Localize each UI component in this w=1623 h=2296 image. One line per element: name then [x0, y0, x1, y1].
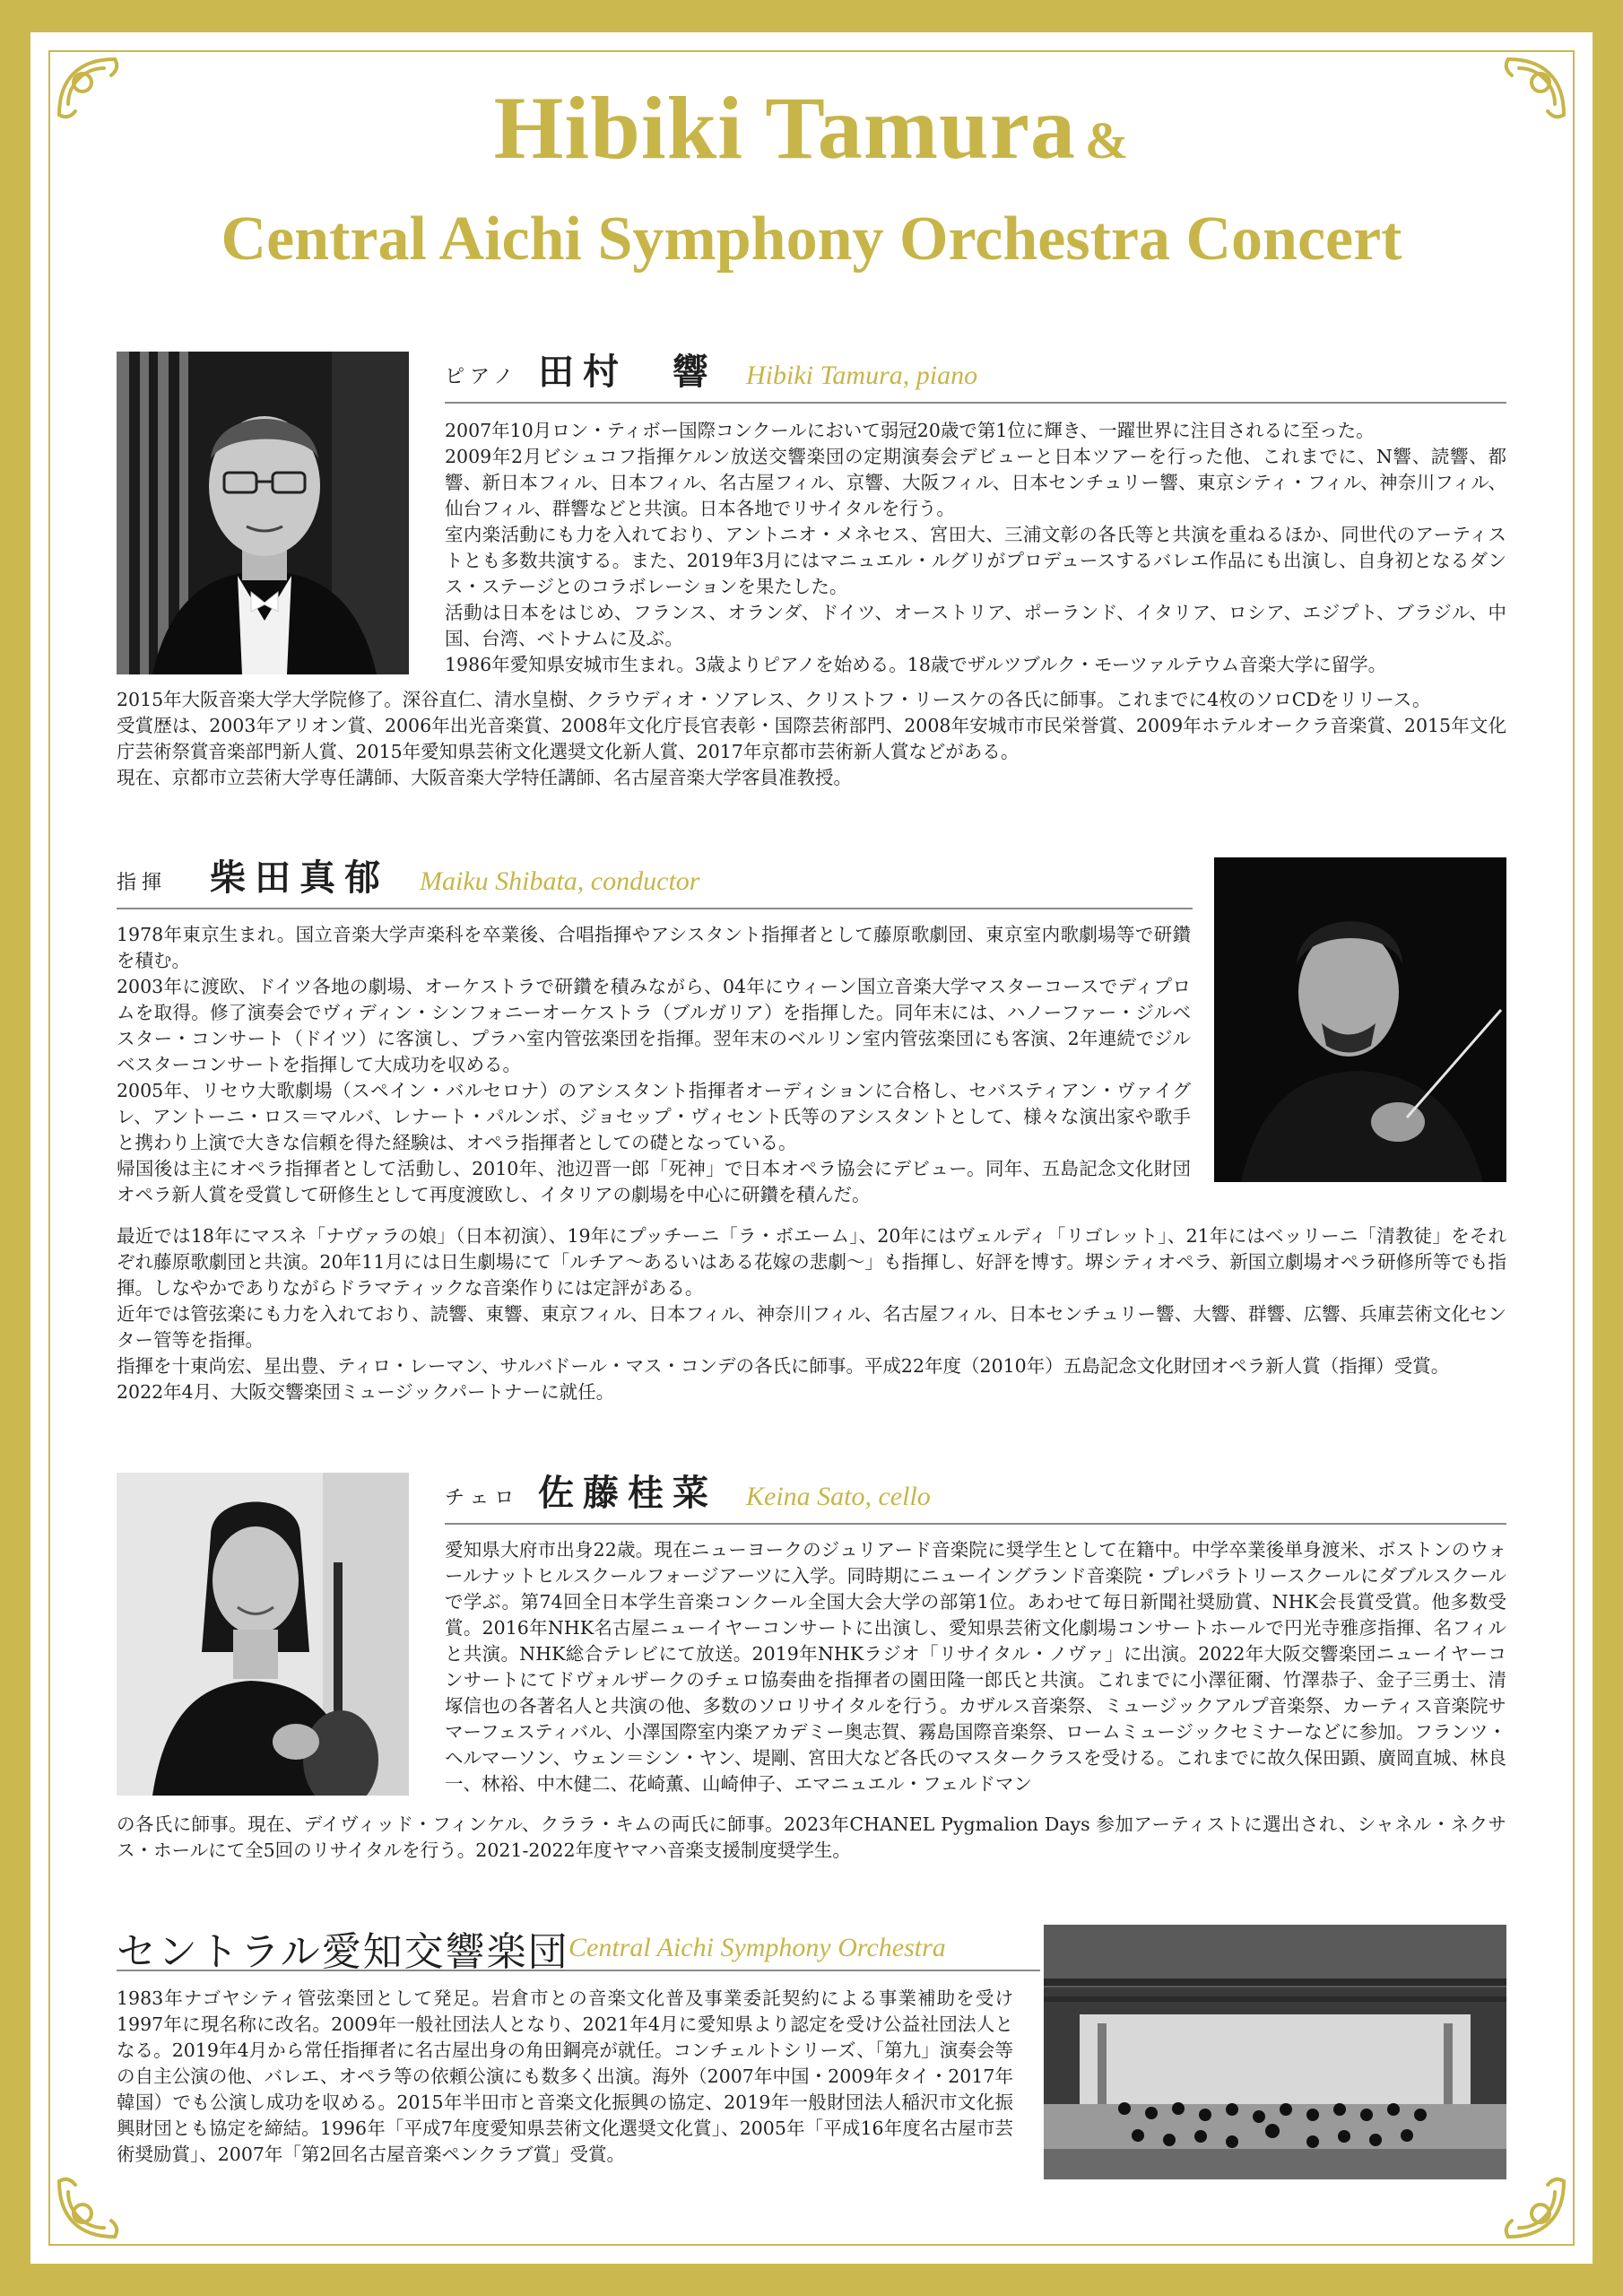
- bio-paragraph: 1978年東京生まれ。国立音楽大学声楽科を卒業後、合唱指揮やアシスタント指揮者として藤原歌劇団、東京室内歌劇場等で研鑽を積む。: [117, 924, 1191, 971]
- pianist-bio-top: [445, 418, 1506, 678]
- pianist-name-en: Hibiki Tamura, piano: [746, 361, 978, 390]
- cellist-bio-bottom: [117, 1812, 1506, 1864]
- bio-paragraph: 2009年2月ビシュコフ指揮ケルン放送交響楽団の定期演奏会デビューと日本ツアーを行った他、これまでに、N響、読響、都響、新日本フィル、日本フィル、名古屋フィル、京響、大阪フィル、日本センチュリー響、東京シティ・フィル、神奈川フィル、仙台フィル、群響などと共演。日本各地でリサイタルを行う。: [445, 446, 1506, 519]
- cellist-bio-top: [445, 1537, 1506, 1797]
- bio-paragraph: 愛知県大府市出身22歳。現在ニューヨークのジュリアード音楽院に奨学生として在籍中。中学卒業後単身渡米、ボストンのウォールナットヒルスクールフォージアーツに入学。同時期にニューイングランド音楽院・プレパラトリースクールにダブルスクールで学ぶ。第74回全日本学生音楽コンクール全国大会大学の部第1位。あわせて毎日新聞社奨励賞、NHK会長賞受賞。他多数受賞。2016年NHK名古屋ニューイヤーコンサートに出演し、愛知県芸術文化劇場コンサートホールで円光寺雅彦指揮、名フィルと共演。NHK総合テレビにて放送。2019年NHKラジオ「リサイタル・ノヴァ」に出演。2022年大阪交響楽団ニューイヤーコンサートにてドヴォルザークのチェロ協奏曲を指揮者の園田隆一郎氏と共演。これまでに小澤征爾、竹澤恭子、金子三勇士、清塚信也の各著名人と共演の他、多数のソロリサイタルを行う。カザルス音楽祭、ミュージックアルプ音楽祭、カーティス音楽院サマーフェスティバル、小澤国際室内楽アカデミー奥志賀、霧島国際音楽祭、ロームミュージックセミナーなどに参加。フランツ・ヘルマーソン、ウェン＝シン・ヤン、堤剛、宮田大など各氏のマスタークラスを受ける。これまでに故久保田顕、廣岡直城、林良一、林裕、中木健二、花崎薫、山崎伸子、エマニュエル・フェルドマン: [445, 1539, 1506, 1795]
- bio-paragraph: 2015年大阪音楽大学大学院修了。深谷直仁、清水皇樹、クラウディオ・ソアレス、クリストフ・リースケの各氏に師事。これまでに4枚のソロCDをリリース。: [117, 689, 1431, 710]
- conductor-role: 指揮: [117, 872, 168, 894]
- title-line1: Hibiki Tamura: [493, 78, 1077, 178]
- pianist-role: ピアノ: [445, 366, 519, 388]
- bio-paragraph: 2022年4月、大阪交響楽団ミュージックパートナーに就任。: [117, 1381, 615, 1403]
- bio-paragraph: 受賞歴は、2003年アリオン賞、2006年出光音楽賞、2008年文化庁長官表彰・国際芸術部門、2008年安城市市民栄誉賞、2009年ホテルオークラ音楽賞、2015年文化庁芸術祭賞音楽部門新人賞、2015年愛知県芸術文化選奨文化新人賞、2017年京都市芸術新人賞などがある。: [117, 715, 1506, 762]
- orchestra-name-en: Central Aichi Symphony Orchestra: [568, 1933, 946, 1962]
- title-amp: &: [1085, 111, 1130, 170]
- cellist-name-en: Keina Sato, cello: [746, 1482, 931, 1511]
- conductor-name-en: Maiku Shibata, conductor: [420, 866, 700, 896]
- bio-paragraph: の各氏に師事。現在、デイヴィッド・フィンケル、クララ・キムの両氏に師事。2023年CHANEL Pygmalion Days 参加アーティストに選出され、シャネル・ネクサス・ホールにて全5回のリサイタルを行う。2021-2022年度ヤマハ音楽支援制度奨学生。: [117, 1813, 1506, 1861]
- bio-paragraph: 近年では管弦楽にも力を入れており、読響、東響、東京フィル、日本フィル、神奈川フィル、名古屋フィル、日本センチュリー響、大響、群響、広響、兵庫芸術文化センター管等を指揮。: [117, 1303, 1506, 1351]
- cellist-header: [445, 1471, 1506, 1525]
- pianist-header: [445, 350, 1506, 404]
- bio-paragraph: 現在、京都市立芸術大学専任講師、大阪音楽大学特任講師、名古屋音楽大学客員准教授。: [117, 767, 852, 788]
- orchestra-photo: [1044, 1925, 1506, 2179]
- concert-subtitle: Central Aichi Symphony Orchestra Concert: [221, 204, 1402, 274]
- cellist-role: チェロ: [445, 1487, 520, 1509]
- conductor-header: [117, 856, 1193, 909]
- corner-ornament-icon: [52, 2163, 133, 2244]
- bio-paragraph: 帰国後は主にオペラ指揮者として活動し、2010年、池辺晋一郎「死神」で日本オペラ協会にデビュー。同年、五島記念文化財団オペラ新人賞を受賞して研修生として再度渡欧し、イタリアの劇場を中心に研鑽を積んだ。: [117, 1158, 1191, 1205]
- bio-paragraph: 2007年10月ロン・ティボー国際コンクールにおいて弱冠20歳で第1位に輝き、一躍世界に注目されるに至った。: [445, 420, 1375, 441]
- pianist-bio-bottom: [117, 687, 1506, 791]
- bio-paragraph: 室内楽活動にも力を入れており、アントニオ・メネセス、宮田大、三浦文彰の各氏等と共演を重ねるほか、同世代のアーティストとも多数共演する。また、2019年3月にはマニュエル・ルグリがプロデュースするバレエ作品にも出演し、自身初となるダンス・ステージとのコラボレーションを果たした。: [445, 524, 1506, 597]
- cellist-photo: [117, 1473, 409, 1796]
- conductor-name-ja: 柴田真郁: [210, 857, 389, 899]
- bio-paragraph: 最近では18年にマスネ「ナヴァラの娘」（日本初演）、19年にプッチーニ「ラ・ボエーム」、20年にはヴェルディ「リゴレット」、21年にはベッリーニ「清教徒」をそれぞれ藤原歌劇団と共演。20年11月には日生劇場にて「ルチア〜あるいはある花嫁の悲劇〜」も指揮し、好評を博す。堺シティオペラ、新国立劇場オペラ研修所等でも指揮。しなやかでありながらドラマティックな音楽作りには定評がある。: [117, 1225, 1506, 1299]
- pianist-photo: [117, 352, 409, 674]
- cellist-name-ja: 佐藤桂菜: [538, 1472, 717, 1514]
- bio-paragraph: 活動は日本をはじめ、フランス、オランダ、ドイツ、オーストリア、ポーランド、イタリア、ロシア、エジプト、ブラジル、中国、台湾、ベトナムに及ぶ。: [445, 602, 1506, 649]
- conductor-bio-bottom: [117, 1223, 1506, 1405]
- bio-paragraph: 指揮を十東尚宏、星出豊、ティロ・レーマン、サルバドール・マス・コンデの各氏に師事。平成22年度（2010年）五島記念文化財団オペラ新人賞（指揮）受賞。: [117, 1355, 1450, 1377]
- conductor-bio-top: [117, 922, 1191, 1208]
- bio-paragraph: 1986年愛知県安城市生まれ。3歳よりピアノを始める。18歳でザルツブルク・モーツァルテウム音楽大学に留学。: [445, 654, 1387, 675]
- orchestra-bio: [117, 1986, 1013, 2168]
- bio-paragraph: 1983年ナゴヤシティ管弦楽団として発足。岩倉市との音楽文化普及事業委託契約による事業補助を受け1997年に現名称に改名。2009年一般社団法人となり、2021年4月に愛知県より認定を受け公益社団法人となる。2019年4月から常任指揮者に名古屋出身の角田鋼亮が就任。コンチェルトシリーズ、「第九」演奏会等の自主公演の他、バレエ、オペラ等の依頼公演にも数多く出演。海外（2007年中国・2009年タイ・2017年韓国）でも公演し成功を収める。2015年半田市と音楽文化振興の協定、2019年一般財団法人稲沢市文化振興財団とも協定を締結。1996年「平成7年度愛知県芸術文化選奨文化賞」、2005年「平成16年度名古屋市芸術奨励賞」、2007年「第2回名古屋音楽ペンクラブ賞」受賞。: [117, 1987, 1013, 2165]
- pianist-name-ja: 田村 響: [538, 351, 717, 393]
- conductor-photo: [1214, 857, 1506, 1182]
- orchestra-divider: [117, 1970, 1040, 1971]
- concert-title: [0, 79, 1623, 178]
- bio-paragraph: 2005年、リセウ大歌劇場（スペイン・バルセロナ）のアシスタント指揮者オーディションに合格し、セバスティアン・ヴァイグレ、アントーニ・ロス＝マルバ、レナート・パルンボ、ジョセップ・ヴィセント氏等のアシスタントとして、様々な演出家や歌手と携わり上演で大きな信頼を得た経験は、オペラ指揮者としての礎となっている。: [117, 1080, 1191, 1153]
- orchestra-name-ja: セントラル愛知交響楽団: [117, 1929, 569, 1975]
- bio-paragraph: 2003年に渡欧、ドイツ各地の劇場、オーケストラで研鑽を積みながら、04年にウィーン国立音楽大学マスターコースでディプロムを取得。修了演奏会でヴィディン・シンフォニーオーケストラ（ブルガリア）を指揮した。同年末には、ハノーファー・ジルベスター・コンサート（ドイツ）に客演し、プラハ室内管弦楽団を指揮。翌年末のベルリン室内管弦楽団にも客演、2年連続でジルベスターコンサートを指揮して大成功を収める。: [117, 976, 1191, 1075]
